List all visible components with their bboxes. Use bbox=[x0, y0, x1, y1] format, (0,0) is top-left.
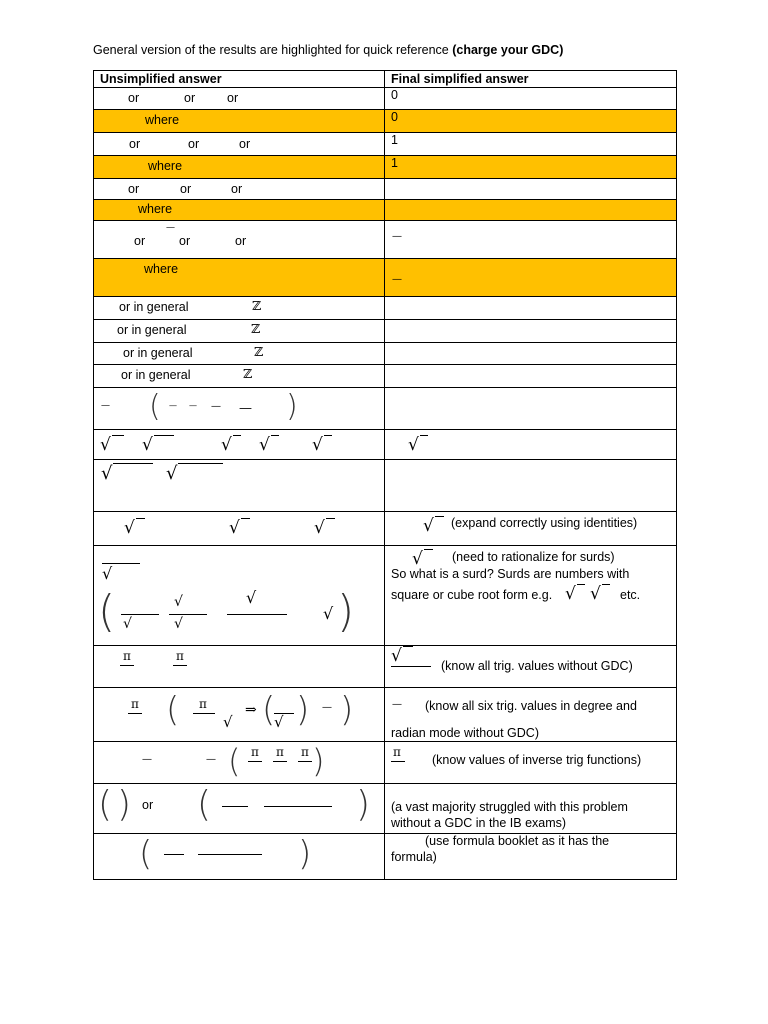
table-row bbox=[94, 179, 677, 200]
unsimplified-cell: or or or bbox=[94, 88, 385, 110]
final-cell: (a vast majority struggled with this problem without a GDC in the IB exams) bbox=[385, 784, 677, 834]
table-row bbox=[94, 221, 677, 259]
table-row bbox=[94, 388, 677, 430]
final-cell: 0 bbox=[385, 110, 677, 133]
unsimplified-cell: ( ) bbox=[94, 834, 385, 880]
final-cell: 1 bbox=[385, 133, 677, 156]
unsimplified-cell: where bbox=[94, 110, 385, 133]
final-cell: 0 bbox=[385, 88, 677, 110]
header-row bbox=[94, 71, 677, 88]
table-row-highlighted bbox=[94, 110, 677, 133]
unsimplified-cell: or or or bbox=[94, 179, 385, 200]
final-cell: 1 bbox=[385, 156, 677, 179]
table-row bbox=[94, 688, 677, 742]
unsimplified-cell: √ ( √ √ √ √ √ ) bbox=[94, 546, 385, 646]
intro-text: General version of the results are highlighted for quick reference bbox=[93, 43, 453, 57]
table-row bbox=[94, 784, 677, 834]
final-cell: (use formula booklet as it has the formula) bbox=[385, 834, 677, 880]
final-cell: √ (need to rationalize for surds) So what is a surd? Surds are numbers with square or cube root form e.g. √ √ etc. bbox=[385, 546, 677, 646]
intro-bold: (charge your GDC) bbox=[452, 43, 564, 57]
table-row bbox=[94, 133, 677, 156]
final-cell: — (know all six trig. values in degree and radian mode without GDC) bbox=[385, 688, 677, 742]
final-cell bbox=[385, 343, 677, 365]
unsimplified-cell: π π bbox=[94, 646, 385, 688]
unsimplified-cell: or in general ℤ bbox=[94, 320, 385, 343]
table-row bbox=[94, 343, 677, 365]
table-row bbox=[94, 297, 677, 320]
unsimplified-cell: √ √ √ bbox=[94, 512, 385, 546]
table-row bbox=[94, 365, 677, 388]
table-row-highlighted bbox=[94, 156, 677, 179]
unsimplified-cell: or in general ℤ bbox=[94, 343, 385, 365]
table-row bbox=[94, 460, 677, 512]
intro-line bbox=[93, 43, 563, 57]
unsimplified-cell: √ √ bbox=[94, 460, 385, 512]
final-cell bbox=[385, 320, 677, 343]
table-row-highlighted bbox=[94, 200, 677, 221]
unsimplified-cell: √ √ √ √ √ bbox=[94, 430, 385, 460]
final-cell bbox=[385, 365, 677, 388]
results-table bbox=[93, 70, 677, 880]
unsimplified-cell: π ( π √ ⇒ ( √ ) — ) bbox=[94, 688, 385, 742]
final-cell bbox=[385, 388, 677, 430]
table-row bbox=[94, 742, 677, 784]
table-row bbox=[94, 834, 677, 880]
unsimplified-cell: where bbox=[94, 200, 385, 221]
unsimplified-cell: or or or bbox=[94, 133, 385, 156]
unsimplified-cell: where bbox=[94, 156, 385, 179]
table-row bbox=[94, 430, 677, 460]
final-cell bbox=[385, 200, 677, 221]
unsimplified-cell: ( ) or ( ) bbox=[94, 784, 385, 834]
final-cell: √ (expand correctly using identities) bbox=[385, 512, 677, 546]
final-cell: — bbox=[385, 221, 677, 259]
unsimplified-cell: where bbox=[94, 259, 385, 297]
final-cell: — bbox=[385, 259, 677, 297]
header-final: Final simplified answer bbox=[385, 71, 677, 88]
final-cell: π (know values of inverse trig functions) bbox=[385, 742, 677, 784]
table-row bbox=[94, 320, 677, 343]
final-cell bbox=[385, 297, 677, 320]
header-unsimplified: Unsimplified answer bbox=[94, 71, 385, 88]
table-row bbox=[94, 546, 677, 646]
table-row bbox=[94, 646, 677, 688]
table-row-highlighted bbox=[94, 259, 677, 297]
unsimplified-cell: — ( — — — — ) bbox=[94, 388, 385, 430]
table-row bbox=[94, 88, 677, 110]
unsimplified-cell: or — or or bbox=[94, 221, 385, 259]
unsimplified-cell: — — ( π π π ) bbox=[94, 742, 385, 784]
unsimplified-cell: or in general ℤ bbox=[94, 365, 385, 388]
table-row bbox=[94, 512, 677, 546]
unsimplified-cell: or in general ℤ bbox=[94, 297, 385, 320]
final-cell: √ bbox=[385, 430, 677, 460]
final-cell bbox=[385, 460, 677, 512]
final-cell: √ (know all trig. values without GDC) bbox=[385, 646, 677, 688]
final-cell bbox=[385, 179, 677, 200]
